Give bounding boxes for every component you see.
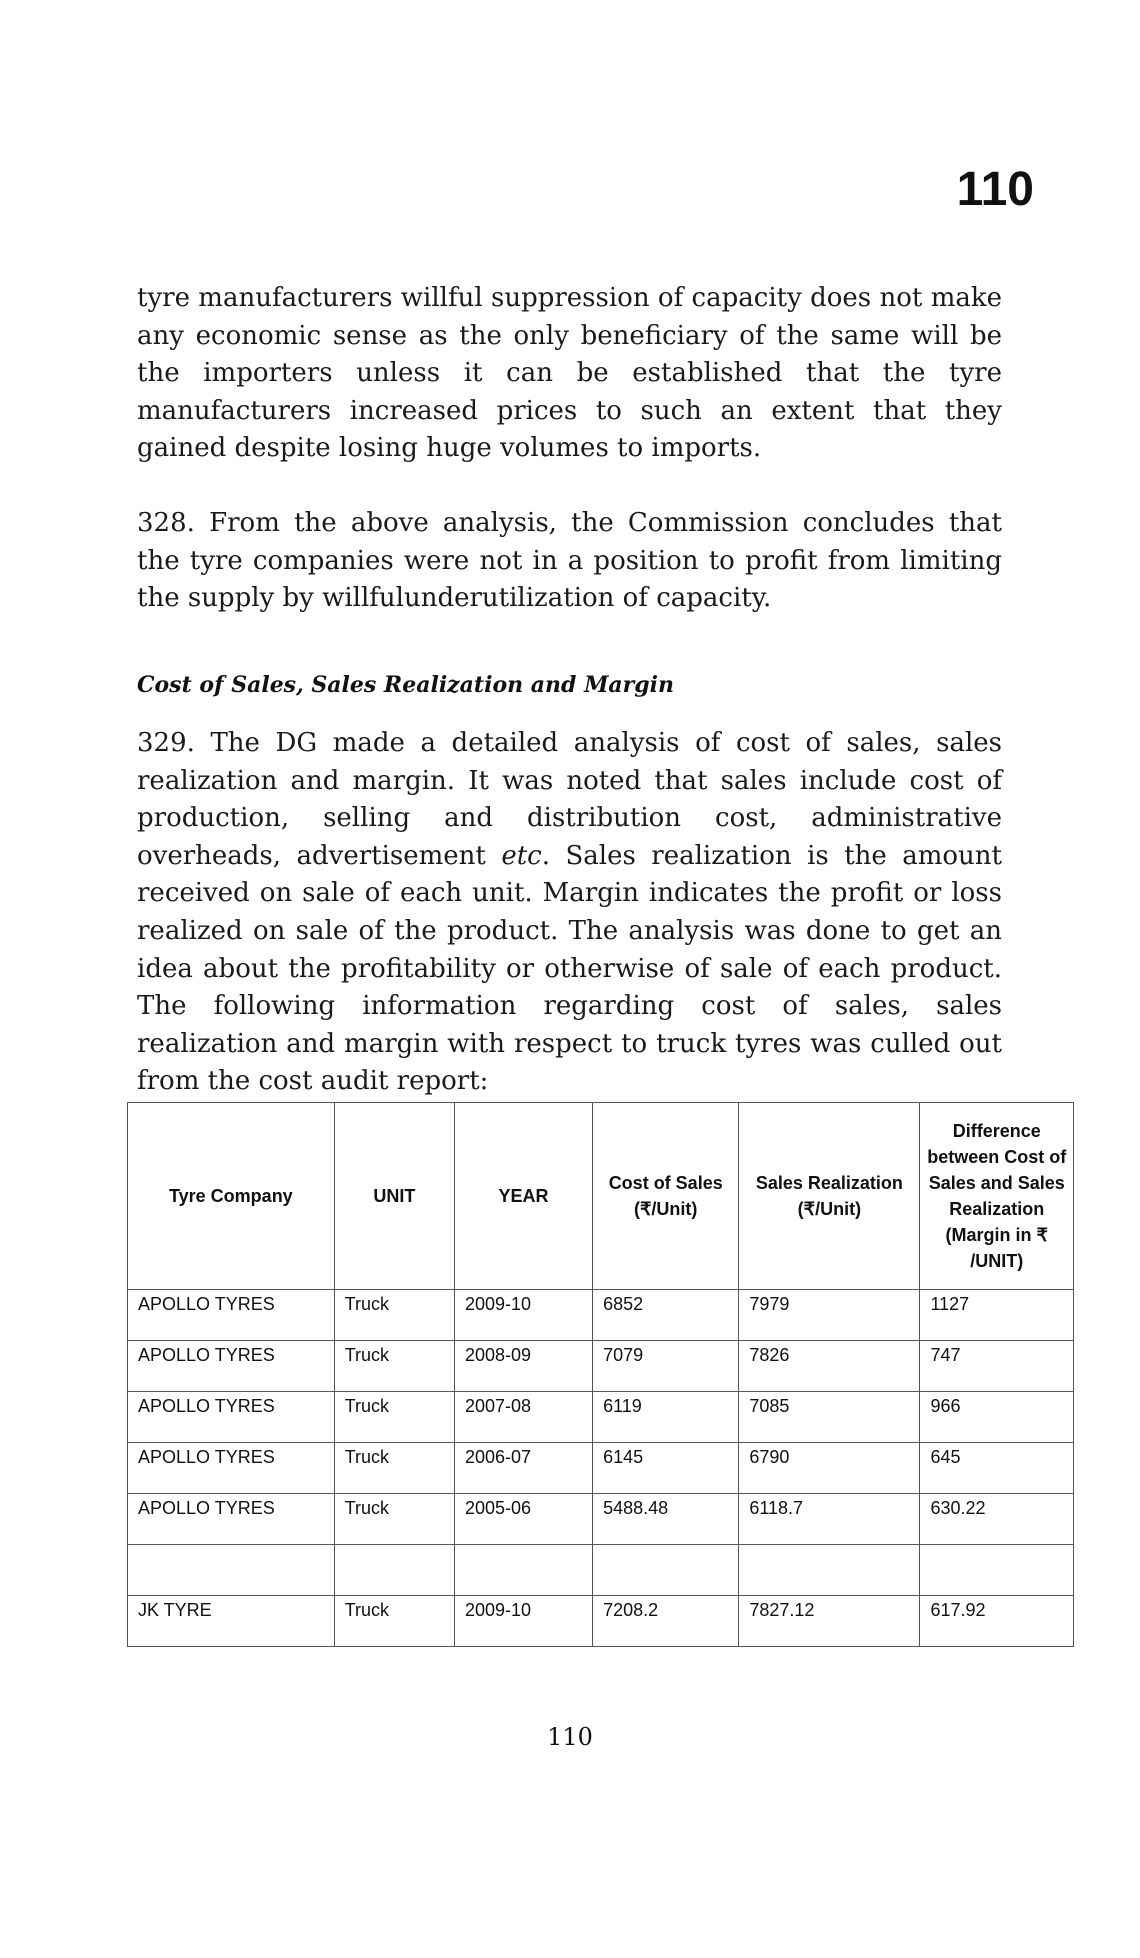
header-text: Cost of Sales (₹/Unit) xyxy=(608,1173,723,1219)
cell-margin: 1127 xyxy=(920,1290,1074,1341)
cell-cost: 7079 xyxy=(593,1341,739,1392)
cell-unit: Truck xyxy=(334,1290,454,1341)
header-sales-realization xyxy=(739,1103,920,1290)
cell-margin: 747 xyxy=(920,1341,1074,1392)
cell-year xyxy=(454,1545,592,1596)
cell-company: APOLLO TYRES xyxy=(128,1443,335,1494)
header-text: Tyre Company xyxy=(169,1186,293,1206)
cell-year: 2006-07 xyxy=(454,1443,592,1494)
cell-year: 2005-06 xyxy=(454,1494,592,1545)
header-text: Sales Realization (₹/Unit) xyxy=(755,1173,903,1219)
header-margin xyxy=(920,1103,1074,1290)
cell-realization xyxy=(739,1545,920,1596)
cell-cost: 6145 xyxy=(593,1443,739,1494)
cell-unit: Truck xyxy=(334,1494,454,1545)
cell-margin: 630.22 xyxy=(920,1494,1074,1545)
cell-company xyxy=(128,1545,335,1596)
paragraph-329-text-a: 329. The DG made a detailed analysis of cost of sales, sales realization and margin. It was noted that sales include cost of production, selling and distribution cost, administrative overheads, advertisement xyxy=(137,728,1002,871)
header-text: Difference between Cost of Sales and Sales Realization (Margin in ₹ /UNIT) xyxy=(927,1121,1067,1271)
cell-realization: 7826 xyxy=(739,1341,920,1392)
paragraph-329 xyxy=(137,725,1002,1101)
cell-margin xyxy=(920,1545,1074,1596)
cell-realization: 7979 xyxy=(739,1290,920,1341)
header-year xyxy=(454,1103,592,1290)
cost-of-sales-table xyxy=(127,1102,1074,1647)
cell-realization: 6790 xyxy=(739,1443,920,1494)
paragraph-continuation: tyre manufacturers willful suppression of capacity does not make any economic sense as the only beneficiary of the same will be the importers unless it can be established that the tyre manufacturers increased prices to such an extent that they gained despite losing huge volumes to imports. xyxy=(137,283,1002,464)
cell-unit: Truck xyxy=(334,1596,454,1647)
section-heading: Cost of Sales, Sales Realization and Margin xyxy=(137,672,675,698)
cell-year: 2009-10 xyxy=(454,1290,592,1341)
cell-unit xyxy=(334,1545,454,1596)
cell-year: 2009-10 xyxy=(454,1596,592,1647)
cell-cost xyxy=(593,1545,739,1596)
cell-cost: 5488.48 xyxy=(593,1494,739,1545)
cell-cost: 7208.2 xyxy=(593,1596,739,1647)
cell-cost: 6119 xyxy=(593,1392,739,1443)
paragraph-329-italic: etc xyxy=(501,840,542,871)
cell-year: 2008-09 xyxy=(454,1341,592,1392)
table-row xyxy=(128,1443,1074,1494)
header-tyre-company xyxy=(128,1103,335,1290)
cell-company: APOLLO TYRES xyxy=(128,1392,335,1443)
header-text: UNIT xyxy=(373,1186,416,1206)
cell-company: APOLLO TYRES xyxy=(128,1341,335,1392)
cell-realization: 7085 xyxy=(739,1392,920,1443)
page-number-top: 110 xyxy=(956,163,1034,216)
cell-company: APOLLO TYRES xyxy=(128,1290,335,1341)
table-row xyxy=(128,1341,1074,1392)
table-row-empty xyxy=(128,1545,1074,1596)
paragraph-328: 328. From the above analysis, the Commission concludes that the tyre companies were not in a position to profit from limiting the supply by willfulunderutilization of capacity. xyxy=(137,508,1002,614)
cell-margin: 617.92 xyxy=(920,1596,1074,1647)
cell-margin: 966 xyxy=(920,1392,1074,1443)
page-number-bottom: 110 xyxy=(547,1723,593,1751)
cell-cost: 6852 xyxy=(593,1290,739,1341)
cell-realization: 6118.7 xyxy=(739,1494,920,1545)
cell-realization: 7827.12 xyxy=(739,1596,920,1647)
table-header-row xyxy=(128,1103,1074,1290)
header-unit xyxy=(334,1103,454,1290)
cell-unit: Truck xyxy=(334,1392,454,1443)
table-row xyxy=(128,1596,1074,1647)
header-text: YEAR xyxy=(498,1186,549,1206)
cell-year: 2007-08 xyxy=(454,1392,592,1443)
cell-margin: 645 xyxy=(920,1443,1074,1494)
table-row xyxy=(128,1392,1074,1443)
table-row xyxy=(128,1290,1074,1341)
cell-unit: Truck xyxy=(334,1341,454,1392)
header-cost-of-sales xyxy=(593,1103,739,1290)
cell-company: JK TYRE xyxy=(128,1596,335,1647)
table-row xyxy=(128,1494,1074,1545)
cell-company: APOLLO TYRES xyxy=(128,1494,335,1545)
paragraph-329-text-b: . Sales realization is the amount received on sale of each unit. Margin indicates the profit or loss realized on sale of the product. The analysis was done to get an idea about the profitability or otherwise of sale of each product. The following information regarding cost of sales, sales realization and margin with respect to truck tyres was culled out from the cost audit report: xyxy=(137,840,1002,1097)
cell-unit: Truck xyxy=(334,1443,454,1494)
